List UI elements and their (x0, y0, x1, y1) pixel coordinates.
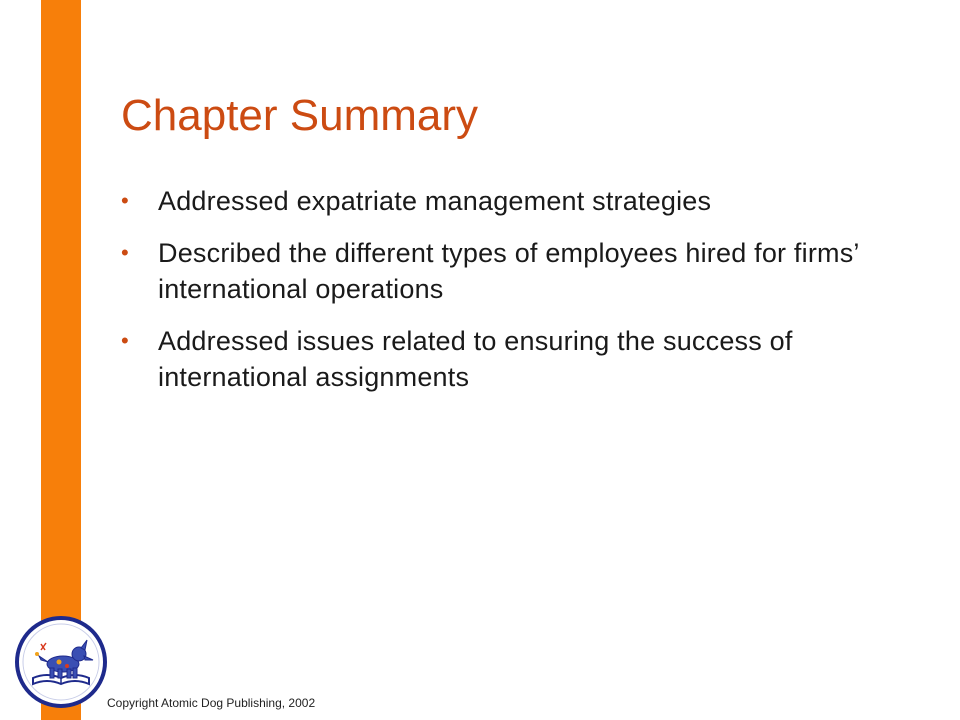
atomic-dog-logo-icon (15, 616, 107, 708)
bullet-dot-icon: • (121, 240, 129, 265)
bullet-text: Addressed expatriate management strategies (158, 186, 712, 216)
accent-stripe (41, 0, 81, 720)
bullet-text: Described the different types of employees hired for firms’ international operations (158, 238, 859, 304)
bullet-dot-icon: • (121, 328, 129, 353)
bullet-item (121, 235, 911, 307)
bullet-list (121, 183, 911, 411)
bullet-item (121, 183, 911, 219)
bullet-item (121, 323, 911, 395)
bullet-dot-icon: • (121, 188, 129, 213)
copyright-text: Copyright Atomic Dog Publishing, 2002 (107, 696, 316, 710)
bullet-text: Addressed issues related to ensuring the success of international assignments (158, 326, 793, 392)
slide-title: Chapter Summary (121, 91, 479, 140)
